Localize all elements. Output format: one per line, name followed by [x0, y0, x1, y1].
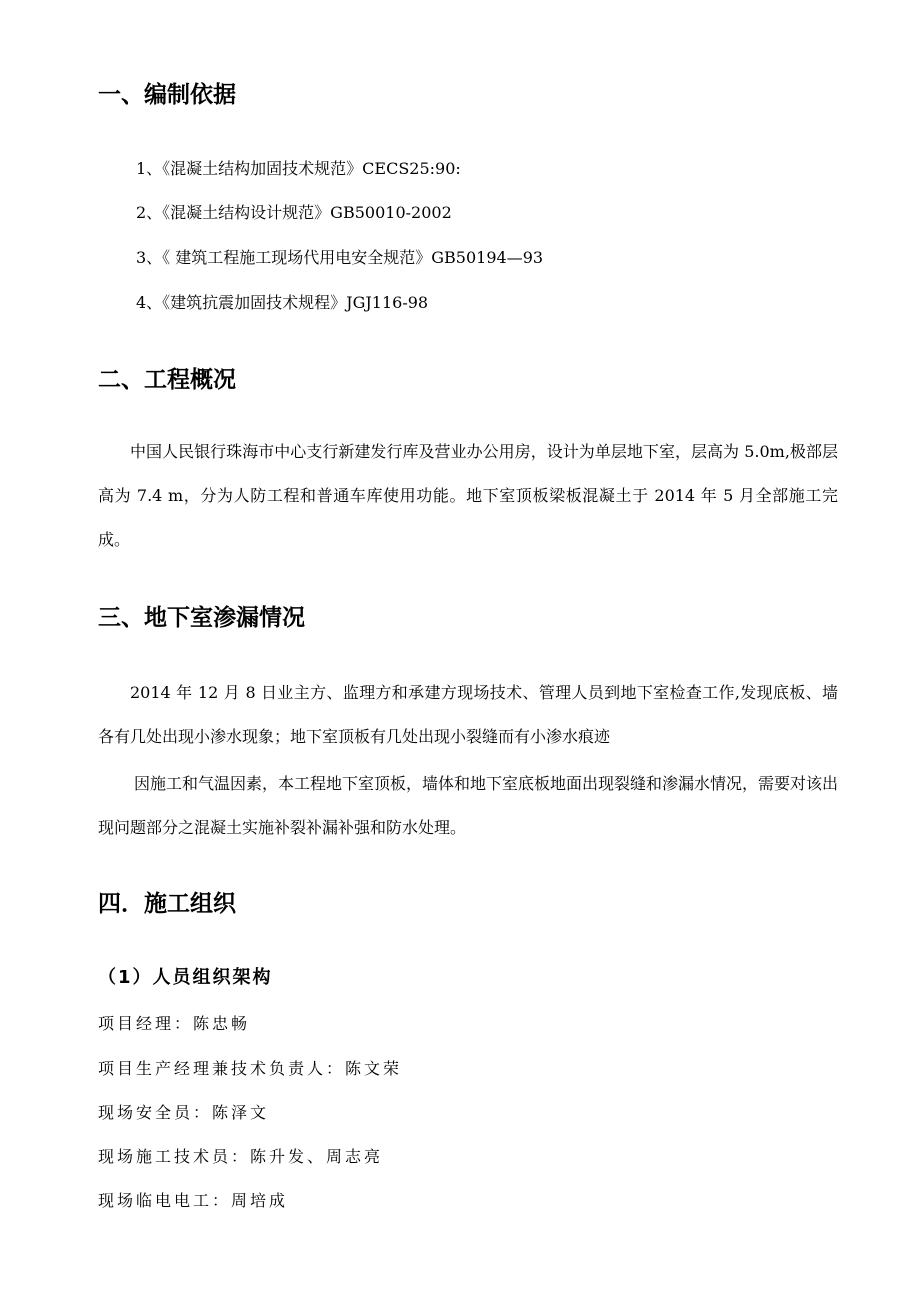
staff-entry: 现场施工技术员：陈升发、周志亮	[98, 1147, 384, 1166]
leakage-paragraph-2: 因施工和气温因素，本工程地下室顶板，墙体和地下室底板地面出现裂缝和渗漏水情况，需要对该出现问题部分之混凝土实施补裂补漏补强和防水处理。	[98, 774, 839, 837]
staff-entry: 现场安全员：陈泽文	[98, 1103, 270, 1122]
staff-entry: 项目生产经理兼技术负责人：陈文荣	[98, 1059, 403, 1078]
leakage-paragraph-1: 2014 年 12 月 8 日业主方、监理方和承建方现场技术、管理人员到地下室检查工作,发现底板、墙各有几处出现小渗水现象；地下室顶板有几处出现小裂缝而有小渗水痕迹	[98, 683, 838, 746]
reference-item: 3、《 建筑工程施工现场代用电安全规范》GB50194—93	[136, 248, 544, 267]
reference-item: 2、《混凝土结构设计规范》GB50010-2002	[136, 203, 452, 222]
overview-paragraph: 中国人民银行珠海市中心支行新建发行库及营业办公用房，设计为单层地下室，层高为 5.0m,极部层高为 7.4 m，分为人防工程和普通车库使用功能。地下室顶板梁板混凝土于 2014 年 5 月全部施工完成。	[98, 442, 838, 549]
staff-entry: 现场临电电工：周培成	[98, 1191, 289, 1210]
section-heading-basis: 一、编制依据	[98, 82, 236, 108]
reference-item: 1、《混凝土结构加固技术规范》CECS25:90:	[136, 159, 461, 178]
section-heading-leakage: 三、地下室渗漏情况	[98, 605, 305, 631]
staff-entry: 项目经理：陈忠畅	[98, 1014, 251, 1033]
section-heading-organization: 四．施工组织	[98, 891, 236, 917]
reference-item: 4、《建筑抗震加固技术规程》JGJ116-98	[136, 293, 429, 312]
section-heading-overview: 二、工程概况	[98, 367, 236, 393]
subheading-staff-structure: （1）人员组织架构	[98, 967, 273, 988]
